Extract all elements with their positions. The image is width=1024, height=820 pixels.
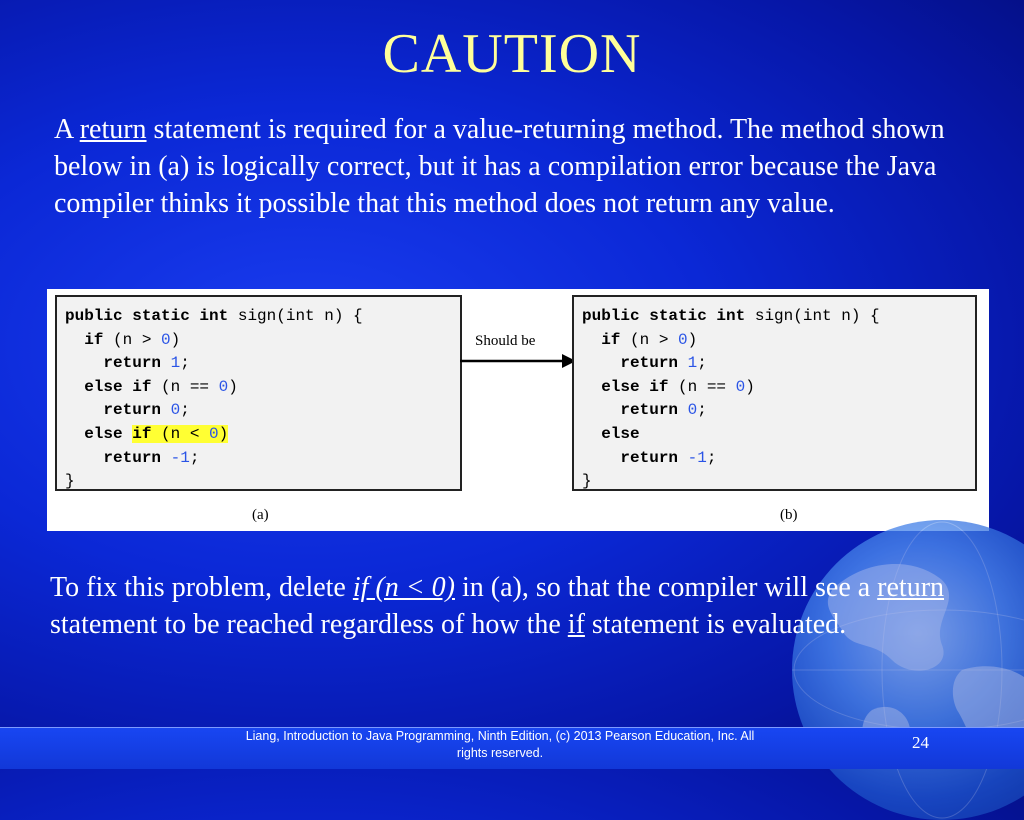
- code-a-text: sign(int n) {: [228, 307, 363, 325]
- code-a-line-2: [57, 329, 460, 353]
- code-a-text: ): [170, 330, 181, 349]
- fix-code-condition: if (n < 0): [352, 572, 455, 603]
- code-b-text: ;: [706, 448, 717, 467]
- highlighted-condition: [132, 425, 228, 443]
- code-b-keyword: if: [601, 330, 621, 349]
- footer-copyright: [200, 728, 800, 762]
- code-b-text: ): [745, 377, 755, 396]
- code-b-keyword: return: [620, 401, 679, 420]
- slide-title: CAUTION: [382, 23, 642, 85]
- code-a-line-5: [57, 399, 460, 423]
- code-a-text: (n <: [151, 424, 210, 443]
- code-b-keyword: else if: [601, 377, 669, 396]
- code-a-line-6: [57, 423, 460, 447]
- code-b-number: -1: [687, 448, 707, 467]
- code-a-text: [161, 449, 171, 467]
- code-block-a: [55, 295, 462, 491]
- code-b-keyword: return: [620, 354, 679, 373]
- code-b-line-7: [574, 447, 975, 471]
- code-b-line-8: [574, 470, 975, 494]
- intro-paragraph: [54, 111, 984, 222]
- code-b-text: ;: [697, 401, 707, 420]
- intro-text-before: A: [54, 114, 80, 145]
- code-a-line-8: [57, 470, 460, 494]
- code-a-number: 0: [209, 424, 219, 443]
- code-b-line-2: [574, 329, 975, 353]
- caption-b: (b): [780, 507, 798, 523]
- code-a-keyword: public static int: [65, 307, 229, 325]
- code-a-text: (n ==: [151, 377, 219, 396]
- code-a-number: 0: [161, 330, 171, 349]
- code-b-keyword: return: [620, 448, 679, 467]
- code-a-number: 0: [170, 401, 181, 420]
- code-b-text: [678, 401, 688, 419]
- code-a-text: (n >: [103, 330, 162, 349]
- code-b-text: ;: [697, 354, 707, 373]
- page-number: 24: [912, 733, 929, 752]
- code-a-line-4: [57, 376, 460, 400]
- code-a-number: 1: [170, 354, 181, 373]
- code-b-number: 0: [687, 401, 698, 420]
- code-a-text: [161, 401, 171, 419]
- code-a-keyword: if: [84, 330, 104, 349]
- caption-a: (a): [252, 507, 269, 523]
- code-a-keyword: else if: [84, 377, 152, 396]
- code-a-text: ;: [189, 448, 200, 467]
- fix-text-2: in (a), so that the compiler will see a: [454, 572, 878, 603]
- fix-text-1: To fix this problem, delete: [50, 572, 353, 603]
- code-a-text: [161, 354, 171, 372]
- code-a-keyword: return: [103, 354, 162, 373]
- fix-if-keyword: if: [567, 609, 585, 640]
- globe-icon: [792, 520, 1024, 820]
- code-b-line-1: [574, 305, 975, 329]
- code-a-keyword: if: [132, 424, 152, 443]
- code-b-number: 0: [678, 330, 688, 349]
- code-b-text: sign(int n) {: [745, 307, 880, 325]
- code-block-b: [572, 295, 977, 491]
- fix-text-4: statement is evaluated.: [584, 609, 847, 640]
- code-b-text: ): [687, 330, 698, 349]
- should-be-label: Should be: [475, 333, 536, 349]
- code-b-line-4: [574, 376, 975, 400]
- fix-text-3: statement to be reached regardless of how the: [50, 609, 568, 640]
- fix-paragraph: [50, 569, 990, 643]
- code-a-line-3: [57, 352, 460, 376]
- code-a-text: ;: [180, 401, 190, 420]
- code-b-number: 1: [687, 354, 698, 373]
- code-b-line-6: [574, 423, 975, 447]
- fix-return-keyword: return: [877, 572, 945, 603]
- code-a-number: 0: [218, 377, 229, 396]
- code-b-text: (n >: [620, 330, 679, 349]
- code-comparison-figure: [47, 289, 989, 531]
- code-b-line-5: [574, 399, 975, 423]
- code-a-text: }: [65, 472, 75, 491]
- code-b-line-3: [574, 352, 975, 376]
- code-a-text: [123, 425, 133, 443]
- code-a-text: ;: [180, 354, 190, 373]
- globe-graphic: [792, 520, 1024, 820]
- code-a-text: ): [228, 377, 238, 396]
- code-b-text: [678, 354, 688, 372]
- code-a-keyword: return: [103, 448, 162, 467]
- code-a-keyword: else: [84, 424, 123, 443]
- code-a-keyword: return: [103, 401, 162, 420]
- intro-text-after: statement is required for a value-returning method. The method shown below in (a) is logically correct, but it has a compilation error because the Java compiler thinks it possible that this method does not return any value.: [54, 114, 945, 219]
- arrow-icon: [460, 347, 576, 377]
- code-a-text: ): [218, 424, 229, 443]
- footer-line-1: Liang, Introduction to Java Programming, Ninth Edition, (c) 2013 Pearson Education, Inc. All: [245, 729, 755, 743]
- code-b-number: 0: [735, 377, 746, 396]
- code-a-line-1: [57, 305, 460, 329]
- code-b-keyword: else: [601, 424, 640, 443]
- code-b-text: (n ==: [668, 377, 736, 396]
- code-a-line-7: [57, 447, 460, 471]
- code-b-text: [678, 449, 688, 467]
- code-b-text: }: [582, 472, 592, 491]
- code-a-number: -1: [170, 448, 190, 467]
- intro-return-keyword: return: [79, 114, 147, 145]
- code-b-keyword: public static int: [582, 307, 746, 325]
- footer-line-2: rights reserved.: [456, 746, 544, 760]
